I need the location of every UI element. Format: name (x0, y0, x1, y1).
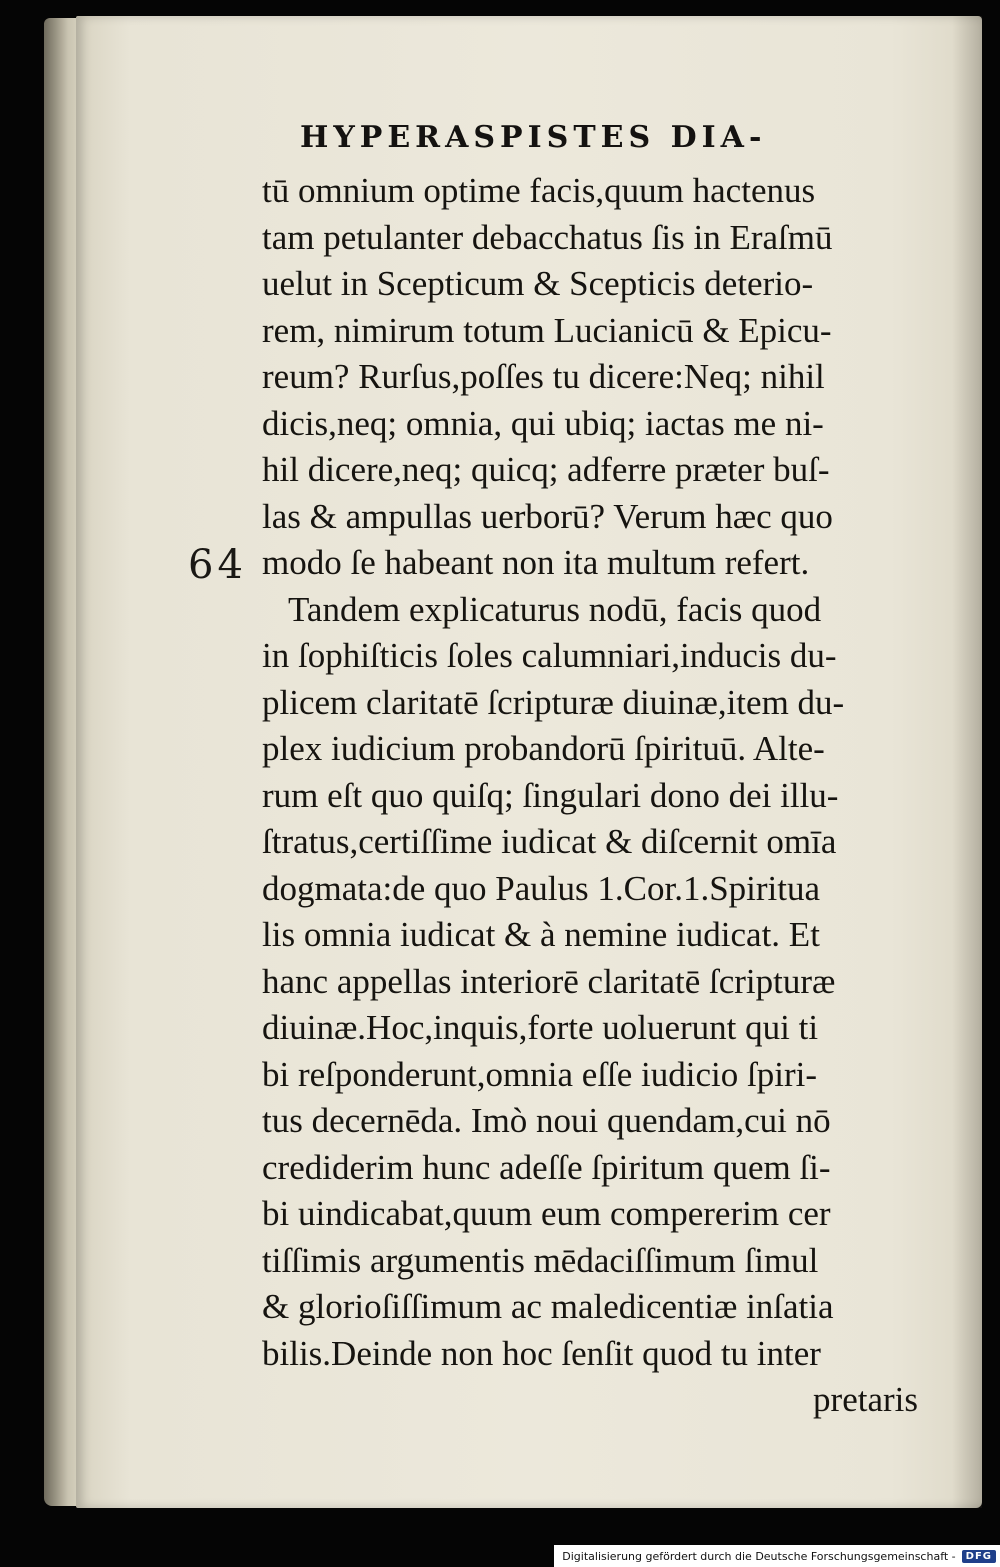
text-block (262, 168, 922, 1424)
footer-credit-text: Digitalisierung gefördert durch die Deutsche Forschungsgemeinschaft - (562, 1549, 956, 1563)
catchword: pretaris (813, 1380, 918, 1419)
text-line: tiſſimis argumentis mēdaciſſimum ſimul (262, 1240, 819, 1280)
text-line: modo ſe habeant non ita multum refert. (262, 543, 810, 582)
text-line: tus decernēda. Imò noui quendam,cui nō (262, 1101, 831, 1140)
text-line: plex iudicium probandorū ſpirituū. Alte- (262, 729, 825, 768)
text-line: bilis.Deinde non hoc ſenſit quod tu inter (262, 1333, 821, 1373)
text-line: crediderim hunc adeſſe ſpiritum quem ſi- (262, 1147, 831, 1187)
text-line: rum eſt quo quiſq; ſingulari dono dei illu- (262, 775, 839, 815)
running-head: HYPERASPISTES DIA- (300, 120, 767, 155)
text-line: bi reſponderunt,omnia eſſe iudicio ſpiri- (262, 1054, 817, 1094)
text-line: tam petulanter debacchatus ſis in Eraſmū (262, 217, 833, 257)
text-line: reum? Rurſus,poſſes tu dicere:Neq; nihil (262, 357, 825, 396)
text-line: hil dicere,neq; quicq; adferre præter buſ- (262, 450, 830, 489)
text-line: & glorioſiſſimum ac maledicentiæ inſatia (262, 1287, 834, 1326)
text-line: diuinæ.Hoc,inquis,forte uoluerunt qui ti (262, 1008, 819, 1047)
text-line: las & ampullas uerborū? Verum hæc quo (262, 496, 833, 536)
text-line: dogmata:de quo Paulus 1.Cor.1.Spiritua (262, 868, 821, 908)
folio-number: 64 (188, 542, 247, 588)
footer-credit-bar (554, 1545, 1000, 1567)
text-line: dicis,neq; omnia, qui ubiq; iactas me ni- (262, 403, 824, 443)
text-line: hanc appellas interiorē claritatē ſcripturæ (262, 961, 836, 1001)
text-line: rem, nimirum totum Lucianicū & Epicu- (262, 310, 832, 350)
text-line: uelut in Scepticum & Scepticis deterio- (262, 264, 814, 303)
text-line: ſtratus,certiſſime iudicat & diſcernit omīa (262, 822, 837, 861)
text-line: tū omnium optime facis,quum hactenus (262, 171, 816, 210)
text-line: in ſophiſticis ſoles calumniari,inducis du- (262, 636, 837, 675)
text-line: lis omnia iudicat & à nemine iudicat. Et (262, 915, 820, 954)
binding-shadow (952, 16, 982, 1508)
text-line: Tandem explicaturus nodū, facis quod (288, 589, 822, 629)
text-line: bi uindicabat,quum eum compererim cer (262, 1194, 831, 1233)
dfg-logo-icon: DFG (962, 1550, 996, 1563)
text-line: plicem claritatē ſcripturæ diuinæ,item du- (262, 682, 845, 722)
